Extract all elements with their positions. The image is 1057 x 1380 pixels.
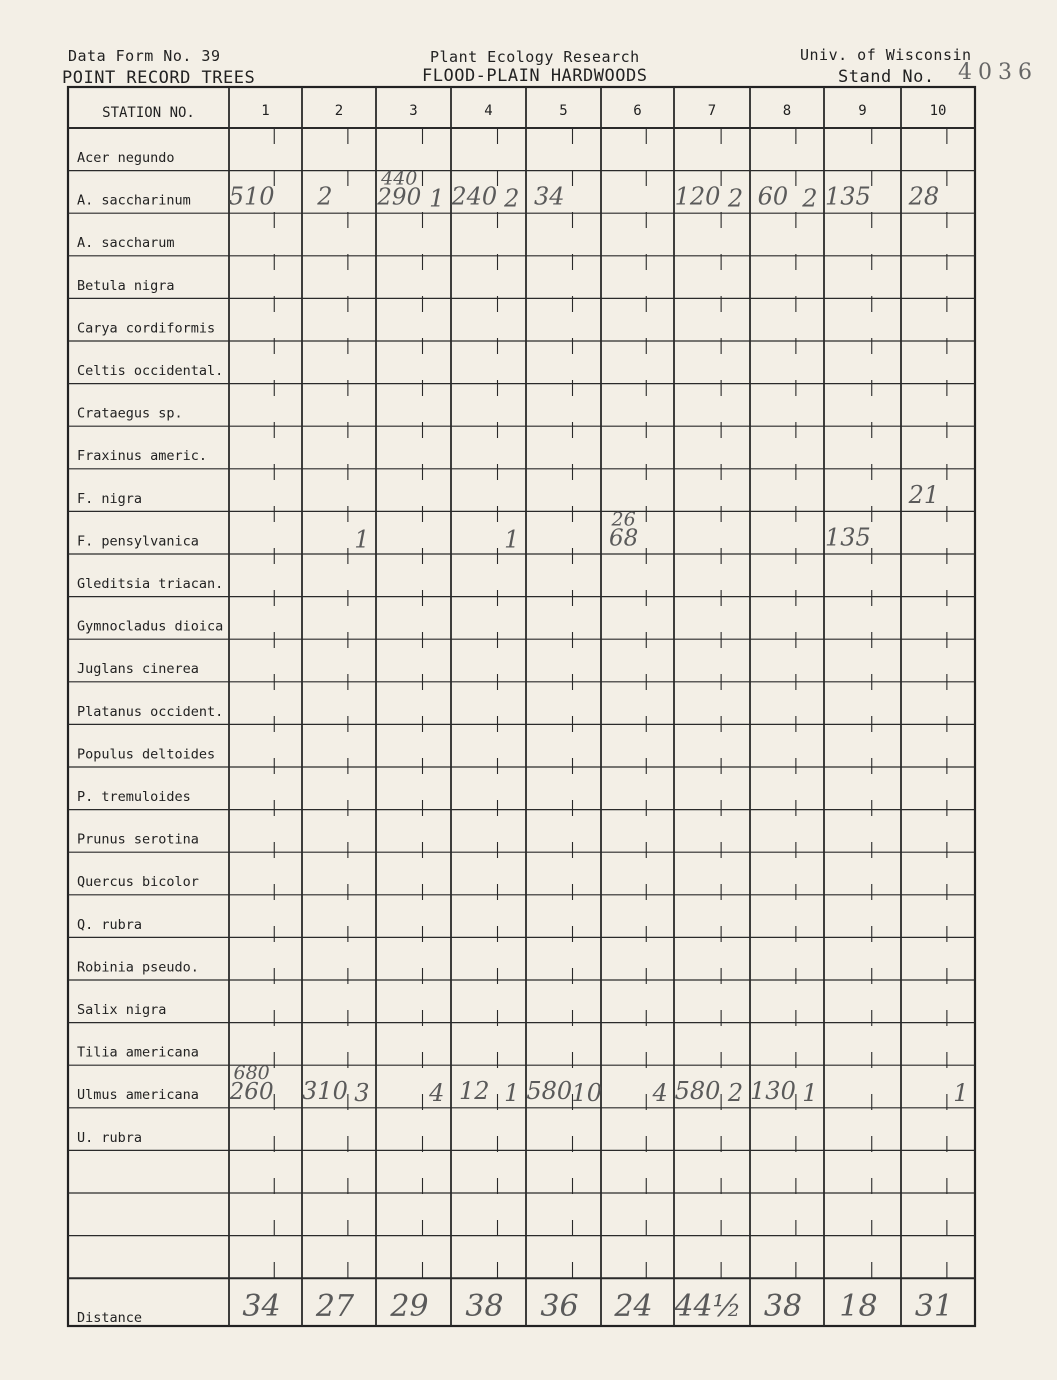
tally-count: 1 (504, 525, 520, 554)
tally-count: 1 (429, 184, 445, 213)
tally-count: 2 (727, 1079, 744, 1108)
tally-value: 135 (824, 523, 871, 552)
tally-value: 12 (458, 1077, 490, 1106)
species-label: Prunus serotina (77, 831, 199, 848)
tally-count: 10 (571, 1079, 603, 1108)
tally-value: 290 (377, 184, 422, 211)
distance-value: 18 (839, 1289, 878, 1324)
species-label: Platanus occident. (77, 703, 224, 720)
stand-number: 4036 (958, 60, 1038, 85)
stand-label: Stand No. (838, 67, 935, 87)
species-label: Gymnocladus dioica (77, 618, 224, 635)
distance-value: 38 (465, 1289, 504, 1324)
station-number: 9 (858, 103, 867, 119)
station-number: 8 (782, 103, 792, 119)
distance-value: 36 (540, 1289, 579, 1324)
station-number: 5 (559, 103, 568, 119)
tally-value: 310 (302, 1077, 348, 1106)
species-label: Celtis occidental. (77, 363, 224, 379)
tally-value: 130 (750, 1077, 796, 1106)
species-label: Tilia americana (77, 1044, 199, 1061)
distance-label: Distance (77, 1310, 143, 1326)
station-number: 10 (929, 103, 947, 119)
species-label: Gleditsia triacan. (77, 576, 224, 592)
tally-value: 135 (824, 182, 871, 211)
university-label: Univ. of Wisconsin (800, 46, 972, 64)
form-title: POINT RECORD TREES (62, 68, 256, 88)
community-title: FLOOD-PLAIN HARDWOODS (422, 66, 648, 86)
species-label: Robinia pseudo. (77, 959, 199, 976)
tally-value: 28 (908, 182, 940, 211)
species-label: P. tremuloides (77, 789, 191, 805)
species-label: Juglans cinerea (77, 661, 199, 678)
species-label: Ulmus americana (77, 1087, 199, 1104)
tally-value: 580 (674, 1077, 721, 1106)
tally-value: 580 (526, 1077, 573, 1106)
tally-value: 26 (611, 508, 636, 531)
station-number: 4 (484, 103, 493, 119)
tally-count: 1 (354, 525, 370, 554)
species-label: Quercus bicolor (77, 874, 199, 891)
species-label: Fraxinus americ. (77, 448, 208, 465)
station-number: 1 (261, 103, 270, 119)
tally-value: 34 (533, 182, 565, 211)
tally-count: 1 (953, 1079, 969, 1108)
species-label: Carya cordiformis (77, 320, 216, 337)
station-number: 3 (409, 103, 418, 119)
station-number: 2 (334, 103, 344, 119)
species-label: A. saccharum (77, 235, 175, 252)
tally-count: 3 (354, 1079, 370, 1108)
tally-count: 2 (504, 184, 520, 213)
tally-value: 240 (451, 182, 498, 211)
species-label: F. pensylvanica (77, 533, 199, 550)
research-label: Plant Ecology Research (430, 48, 640, 66)
tally-value: 680 (233, 1062, 270, 1085)
tally-value: 21 (908, 480, 940, 509)
distance-value: 27 (315, 1289, 355, 1324)
species-label: Populus deltoides (77, 746, 216, 763)
tally-count: 1 (504, 1079, 520, 1108)
species-label: U. rubra (77, 1129, 143, 1146)
tally-count: 4 (652, 1079, 668, 1108)
species-label: F. nigra (77, 490, 143, 507)
tally-value: 60 (757, 182, 789, 211)
tally-count: 2 (802, 184, 818, 213)
station-number: 6 (633, 103, 642, 119)
form-number: Data Form No. 39 (68, 47, 221, 65)
distance-value: 31 (914, 1289, 954, 1324)
species-label: Q. rubra (77, 916, 143, 933)
distance-value: 44½ (674, 1289, 742, 1324)
tally-value: 510 (228, 182, 275, 211)
station-header-label: STATION NO. (102, 105, 195, 121)
species-label: A. saccharinum (77, 192, 191, 209)
distance-value: 24 (614, 1289, 653, 1324)
tally-value: 2 (317, 182, 333, 211)
tally-value: 440 (381, 167, 418, 190)
tally-value: 260 (229, 1079, 274, 1106)
species-label: Crataegus sp. (77, 405, 183, 422)
tally-count: 4 (429, 1079, 445, 1108)
tally-value: 120 (674, 182, 721, 211)
distance-value: 29 (390, 1289, 429, 1324)
species-label: Betula nigra (77, 277, 175, 294)
station-number: 7 (707, 103, 717, 119)
tally-count: 1 (802, 1079, 818, 1108)
tally-value: 68 (608, 525, 639, 552)
species-label: Salix nigra (77, 1002, 167, 1018)
species-label: Acer negundo (77, 150, 175, 166)
distance-value: 34 (242, 1289, 281, 1324)
tally-count: 2 (727, 184, 744, 213)
distance-value: 38 (763, 1289, 803, 1324)
